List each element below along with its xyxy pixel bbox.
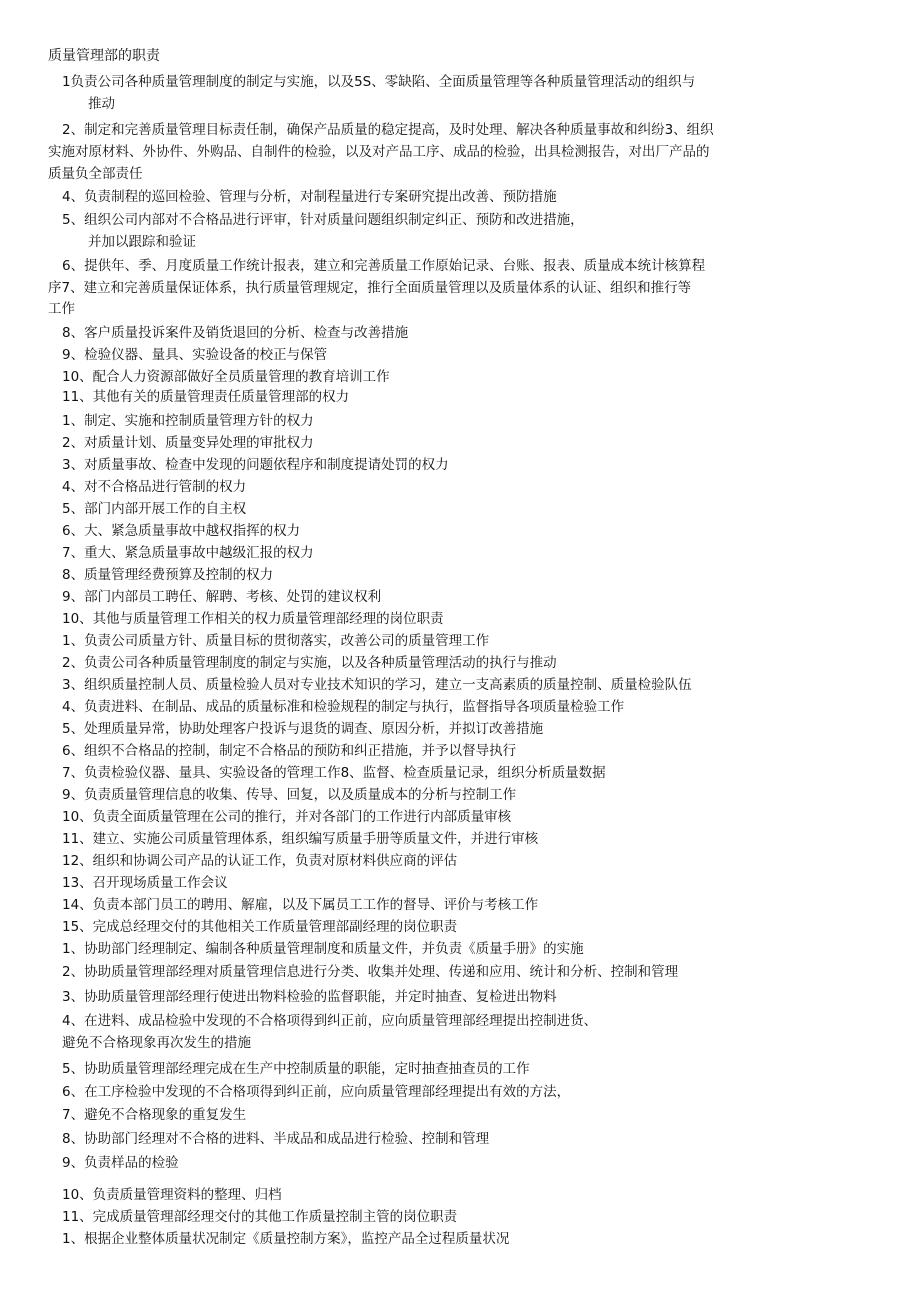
- text-line: 2、对质量计划、质量变异处理的审批权力: [62, 435, 314, 451]
- text-line: 7、负责检验仪器、量具、实验设备的管理工作8、监督、检查质量记录，组织分析质量数据: [62, 765, 606, 781]
- text-line: 1、协助部门经理制定、编制各种质量管理制度和质量文件，并负责《质量手册》的实施: [62, 941, 584, 957]
- text-line: 2、负责公司各种质量管理制度的制定与实施，以及各种质量管理活动的执行与推动: [62, 655, 557, 671]
- text-line: 8、客户质量投诉案件及销货退回的分析、检查与改善措施: [62, 325, 409, 341]
- text-line: 10、配合人力资源部做好全员质量管理的教育培训工作: [62, 369, 390, 385]
- text-line: 3、协助质量管理部经理行使进出物料检验的监督职能，并定时抽查、复检进出物料: [62, 989, 557, 1005]
- text-line: 14、负责本部门员工的聘用、解雇，以及下属员工工作的督导、评价与考核工作: [62, 897, 539, 913]
- text-line: 6、组织不合格品的控制，制定不合格品的预防和纠正措施，并予以督导执行: [62, 743, 517, 759]
- text-line: 5、组织公司内部对不合格品进行评审，针对质量问题组织制定纠正、预防和改进措施，: [62, 212, 584, 228]
- text-line: 10、负责全面质量管理在公司的推行，并对各部门的工作进行内部质量审核: [62, 809, 512, 825]
- text-line: 质量负全部责任: [48, 166, 143, 182]
- text-line: 3、组织质量控制人员、质量检验人员对专业技术知识的学习，建立一支高素质的质量控制、质量检验队伍: [62, 677, 692, 693]
- text-line: 6、大、紧急质量事故中越权指挥的权力: [62, 523, 301, 539]
- text-line: 13、召开现场质量工作会议: [62, 875, 228, 891]
- text-line: 8、协助部门经理对不合格的进料、半成品和成品进行检验、控制和管理: [62, 1131, 490, 1147]
- text-line: 11、完成质量管理部经理交付的其他工作质量控制主管的岗位职责: [62, 1209, 458, 1225]
- text-line: 1、制定、实施和控制质量管理方针的权力: [62, 413, 314, 429]
- text-line: 10、负责质量管理资料的整理、归档: [62, 1187, 282, 1203]
- text-line: 10、其他与质量管理工作相关的权力质量管理部经理的岗位职责: [62, 611, 444, 627]
- text-line: 8、质量管理经费预算及控制的权力: [62, 567, 274, 583]
- text-line: 9、负责样品的检验: [62, 1155, 179, 1171]
- text-line: 7、避免不合格现象的重复发生: [62, 1107, 247, 1123]
- text-line: 实施对原材料、外协件、外购品、自制件的检验，以及对产品工序、成品的检验，出具检测报告，对出厂产品的: [48, 144, 710, 160]
- text-line: 4、对不合格品进行管制的权力: [62, 479, 247, 495]
- text-line: 6、提供年、季、月度质量工作统计报表，建立和完善质量工作原始记录、台账、报表、质量成本统计核算程: [62, 258, 706, 274]
- document-title: 质量管理部的职责: [48, 48, 160, 64]
- text-line: 工作: [48, 301, 75, 317]
- text-line: 7、重大、紧急质量事故中越级汇报的权力: [62, 545, 314, 561]
- text-line: 避免不合格现象再次发生的措施: [62, 1035, 251, 1051]
- text-line: 11、建立、实施公司质量管理体系，组织编写质量手册等质量文件，并进行审核: [62, 831, 539, 847]
- text-line: 1、根据企业整体质量状况制定《质量控制方案》，监控产品全过程质量状况: [62, 1231, 510, 1247]
- text-line: 2、制定和完善质量管理目标责任制，确保产品质量的稳定提高，及时处理、解决各种质量事故和纠纷3、组织: [62, 122, 714, 138]
- text-line: 2、协助质量管理部经理对质量管理信息进行分类、收集并处理、传递和应用、统计和分析、控制和管理: [62, 964, 679, 980]
- text-line: 4、在进料、成品检验中发现的不合格项得到纠正前，应向质量管理部经理提出控制进货、: [62, 1013, 598, 1029]
- text-line: 1负责公司各种质量管理制度的制定与实施，以及5S、零缺陷、全面质量管理等各种质量管理活动的组织与: [62, 74, 696, 90]
- text-line: 5、部门内部开展工作的自主权: [62, 501, 247, 517]
- text-line: 推动: [88, 96, 115, 112]
- text-line: 15、完成总经理交付的其他相关工作质量管理部副经理的岗位职责: [62, 919, 458, 935]
- text-line: 4、负责进料、在制品、成品的质量标准和检验规程的制定与执行，监督指导各项质量检验工作: [62, 699, 625, 715]
- text-line: 5、协助质量管理部经理完成在生产中控制质量的职能，定时抽查抽查员的工作: [62, 1061, 530, 1077]
- text-line: 9、检验仪器、量具、实验设备的校正与保管: [62, 347, 328, 363]
- text-line: 9、部门内部员工聘任、解聘、考核、处罚的建议权利: [62, 589, 382, 605]
- text-line: 12、组织和协调公司产品的认证工作，负责对原材料供应商的评估: [62, 853, 458, 869]
- text-line: 11、其他有关的质量管理责任质量管理部的权力: [62, 389, 350, 405]
- text-line: 4、负责制程的巡回检验、管理与分析，对制程量进行专案研究提出改善、预防措施: [62, 189, 557, 205]
- text-line: 1、负责公司质量方针、质量目标的贯彻落实，改善公司的质量管理工作: [62, 633, 490, 649]
- text-line: 9、负责质量管理信息的收集、传导、回复，以及质量成本的分析与控制工作: [62, 787, 517, 803]
- text-line: 6、在工序检验中发现的不合格项得到纠正前，应向质量管理部经理提出有效的方法，: [62, 1084, 571, 1100]
- text-line: 3、对质量事故、检查中发现的问题依程序和制度提请处罚的权力: [62, 457, 449, 473]
- text-line: 并加以跟踪和验证: [88, 234, 196, 250]
- text-line: 序7、建立和完善质量保证体系，执行质量管理规定，推行全面质量管理以及质量体系的认证、组织和推行等: [48, 280, 692, 296]
- text-line: 5、处理质量异常，协助处理客户投诉与退货的调查、原因分析，并拟订改善措施: [62, 721, 544, 737]
